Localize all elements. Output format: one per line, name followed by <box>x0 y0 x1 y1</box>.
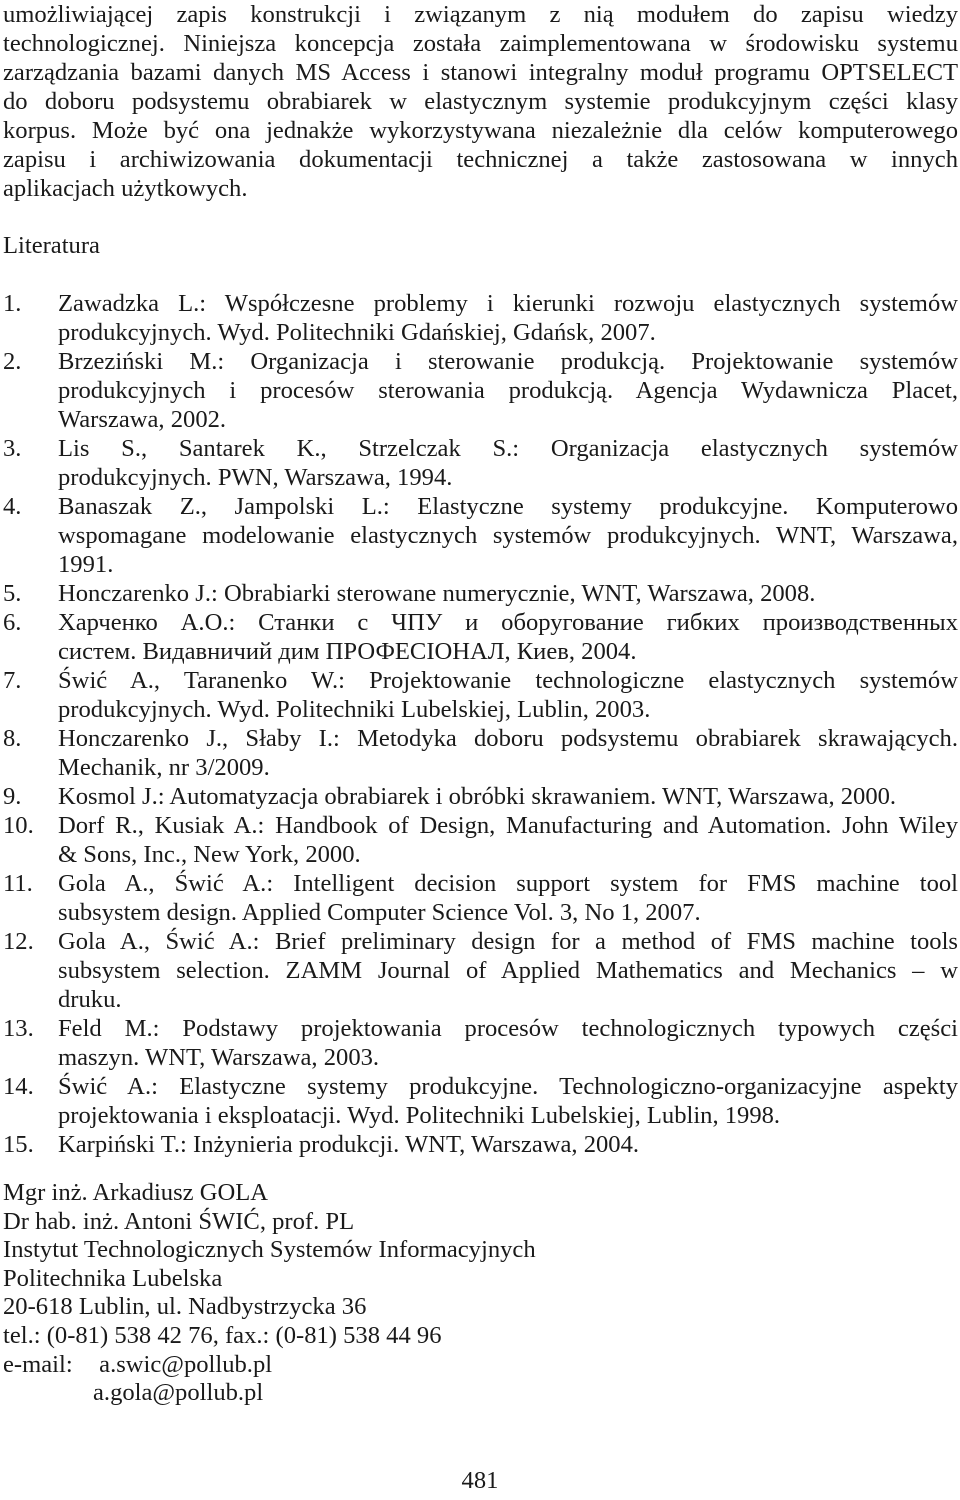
paragraph-line: korpus. Może być ona jednakże wykorzystywana niezależnie dla celów komputerowego <box>3 117 958 144</box>
page-number: 481 <box>461 1467 499 1494</box>
reference-line: Honczarenko J., Słaby I.: Metodyka doboru podsystemu obrabiarek skrawających. <box>58 725 958 752</box>
reference-number: 2. <box>3 348 22 375</box>
reference-number: 13. <box>3 1015 34 1042</box>
paragraph-line: aplikacjach użytkowych. <box>3 175 248 202</box>
reference-line: Banaszak Z., Jampolski L.: Elastyczne systemy produkcyjne. Komputerowo <box>58 493 958 520</box>
reference-line: maszyn. WNT, Warszawa, 2003. <box>58 1044 380 1071</box>
reference-item <box>3 1072 958 1130</box>
reference-number: 1. <box>3 290 22 317</box>
reference-line: subsystem design. Applied Computer Science Vol. 3, No 1, 2007. <box>58 899 701 926</box>
reference-text <box>58 608 958 666</box>
reference-line: Dorf R., Kusiak A.: Handbook of Design, Manufacturing and Automation. John Wiley <box>58 812 958 839</box>
literature-heading: Literatura <box>3 232 100 259</box>
reference-text <box>58 724 958 782</box>
email-row <box>3 1350 536 1379</box>
reference-number: 15. <box>3 1131 34 1158</box>
author-line: 20-618 Lublin, ul. Nadbystrzycka 36 <box>3 1293 367 1321</box>
reference-text <box>58 666 958 724</box>
reference-number: 8. <box>3 725 22 752</box>
reference-line: produkcyjnych i procesów sterowania produkcją. Agencja Wydawnicza Placet, <box>58 377 958 404</box>
paragraph-line: do doboru podsystemu obrabiarek w elastycznym systemie produkcyjnym części klasy <box>3 88 958 115</box>
reference-number: 7. <box>3 667 22 694</box>
reference-item <box>3 666 958 724</box>
reference-number: 3. <box>3 435 22 462</box>
reference-line: produkcyjnych. Wyd. Politechniki Gdańskiej, Gdańsk, 2007. <box>58 319 656 346</box>
body-paragraph <box>3 0 958 203</box>
reference-text <box>58 492 958 579</box>
reference-item <box>3 811 958 869</box>
author-line: Politechnika Lubelska <box>3 1264 223 1292</box>
reference-text <box>58 347 958 434</box>
reference-number: 4. <box>3 493 22 520</box>
reference-number: 11. <box>3 870 33 897</box>
reference-line: Gola A., Świć A.: Intelligent decision support system for FMS machine tool <box>58 870 958 897</box>
reference-item <box>3 492 958 579</box>
reference-item <box>3 869 958 927</box>
reference-line: Brzeziński M.: Organizacja i sterowanie produkcją. Projektowanie systemów <box>58 348 958 375</box>
reference-number: 10. <box>3 812 34 839</box>
paragraph-line: umożliwiającej zapis konstrukcji i związanym z nią modułem do zapisu wiedzy <box>3 1 958 28</box>
reference-line: Świć A., Taranenko W.: Projektowanie technologiczne elastycznych systemów <box>58 667 958 694</box>
reference-line: Warszawa, 2002. <box>58 406 227 433</box>
author-affiliation-block <box>3 1178 536 1407</box>
author-line: tel.: (0-81) 538 42 76, fax.: (0-81) 538 44 96 <box>3 1321 442 1349</box>
reference-line: Honczarenko J.: Obrabiarki sterowane numerycznie, WNT, Warszawa, 2008. <box>58 580 816 607</box>
reference-line: druku. <box>58 986 122 1013</box>
reference-number: 6. <box>3 609 22 636</box>
reference-item <box>3 289 958 347</box>
reference-text <box>58 927 958 1014</box>
email-link-swic[interactable]: a.swic@pollub.pl <box>99 1350 273 1378</box>
paragraph-line: technologicznej. Niniejsza koncepcja została zaimplementowana w środowisku systemu <box>3 30 958 57</box>
reference-line: Gola A., Świć A.: Brief preliminary design for a method of FMS machine tools <box>58 928 958 955</box>
reference-text <box>58 289 958 347</box>
reference-line: Zawadzka L.: Współczesne problemy i kierunki rozwoju elastycznych systemów <box>58 290 958 317</box>
reference-item <box>3 927 958 1014</box>
reference-text <box>58 1014 958 1072</box>
reference-line: Feld M.: Podstawy projektowania procesów technologicznych typowych części <box>58 1015 958 1042</box>
reference-item <box>3 579 958 608</box>
reference-text <box>58 782 958 811</box>
email-label: e-mail: <box>3 1350 73 1378</box>
reference-text <box>58 869 958 927</box>
reference-line: produkcyjnych. Wyd. Politechniki Lubelskiej, Lublin, 2003. <box>58 696 651 723</box>
reference-line: систем. Видавничий дим ПРОФЕСІОНАЛ, Киев, 2004. <box>58 638 637 665</box>
reference-text <box>58 1130 958 1159</box>
reference-list <box>3 289 958 1159</box>
reference-number: 12. <box>3 928 34 955</box>
reference-line: Харченко А.О.: Станки с ЧПУ и оборугование гибких производственных <box>58 609 958 636</box>
reference-number: 9. <box>3 783 22 810</box>
paragraph-line: zapisu i archiwizowania dokumentacji technicznej a także zastosowana w innych <box>3 146 958 173</box>
reference-line: produkcyjnych. PWN, Warszawa, 1994. <box>58 464 453 491</box>
author-line: Instytut Technologicznych Systemów Informacyjnych <box>3 1236 536 1264</box>
reference-line: Lis S., Santarek K., Strzelczak S.: Organizacja elastycznych systemów <box>58 435 958 462</box>
email-link-gola[interactable]: a.gola@pollub.pl <box>93 1379 264 1407</box>
reference-text <box>58 579 958 608</box>
reference-item <box>3 782 958 811</box>
author-line: Mgr inż. Arkadiusz GOLA <box>3 1179 269 1206</box>
reference-item <box>3 434 958 492</box>
reference-line: Świć A.: Elastyczne systemy produkcyjne. Technologiczno-organizacyjne aspekty <box>58 1073 958 1100</box>
reference-line: 1991. <box>58 551 114 578</box>
reference-item <box>3 608 958 666</box>
reference-text <box>58 434 958 492</box>
reference-line: wspomagane modelowanie elastycznych systemów produkcyjnych. WNT, Warszawa, <box>58 522 958 549</box>
reference-text <box>58 811 958 869</box>
reference-item <box>3 1014 958 1072</box>
paragraph-line: zarządzania bazami danych MS Access i stanowi integralny moduł programu OPTSELECT <box>3 59 958 86</box>
reference-line: Karpiński T.: Inżynieria produkcji. WNT, Warszawa, 2004. <box>58 1131 640 1158</box>
reference-line: Mechanik, nr 3/2009. <box>58 754 270 781</box>
reference-line: subsystem selection. ZAMM Journal of Applied Mathematics and Mechanics – w <box>58 957 958 984</box>
reference-number: 5. <box>3 580 22 607</box>
author-line: Dr hab. inż. Antoni ŚWIĆ, prof. PL <box>3 1207 355 1235</box>
reference-item <box>3 724 958 782</box>
reference-line: & Sons, Inc., New York, 2000. <box>58 841 361 868</box>
reference-line: projektowania i eksploatacji. Wyd. Politechniki Lubelskiej, Lublin, 1998. <box>58 1102 781 1129</box>
reference-text <box>58 1072 958 1130</box>
reference-item <box>3 347 958 434</box>
reference-number: 14. <box>3 1073 34 1100</box>
reference-line: Kosmol J.: Automatyzacja obrabiarek i obróbki skrawaniem. WNT, Warszawa, 2000. <box>58 783 897 810</box>
reference-item <box>3 1130 958 1159</box>
